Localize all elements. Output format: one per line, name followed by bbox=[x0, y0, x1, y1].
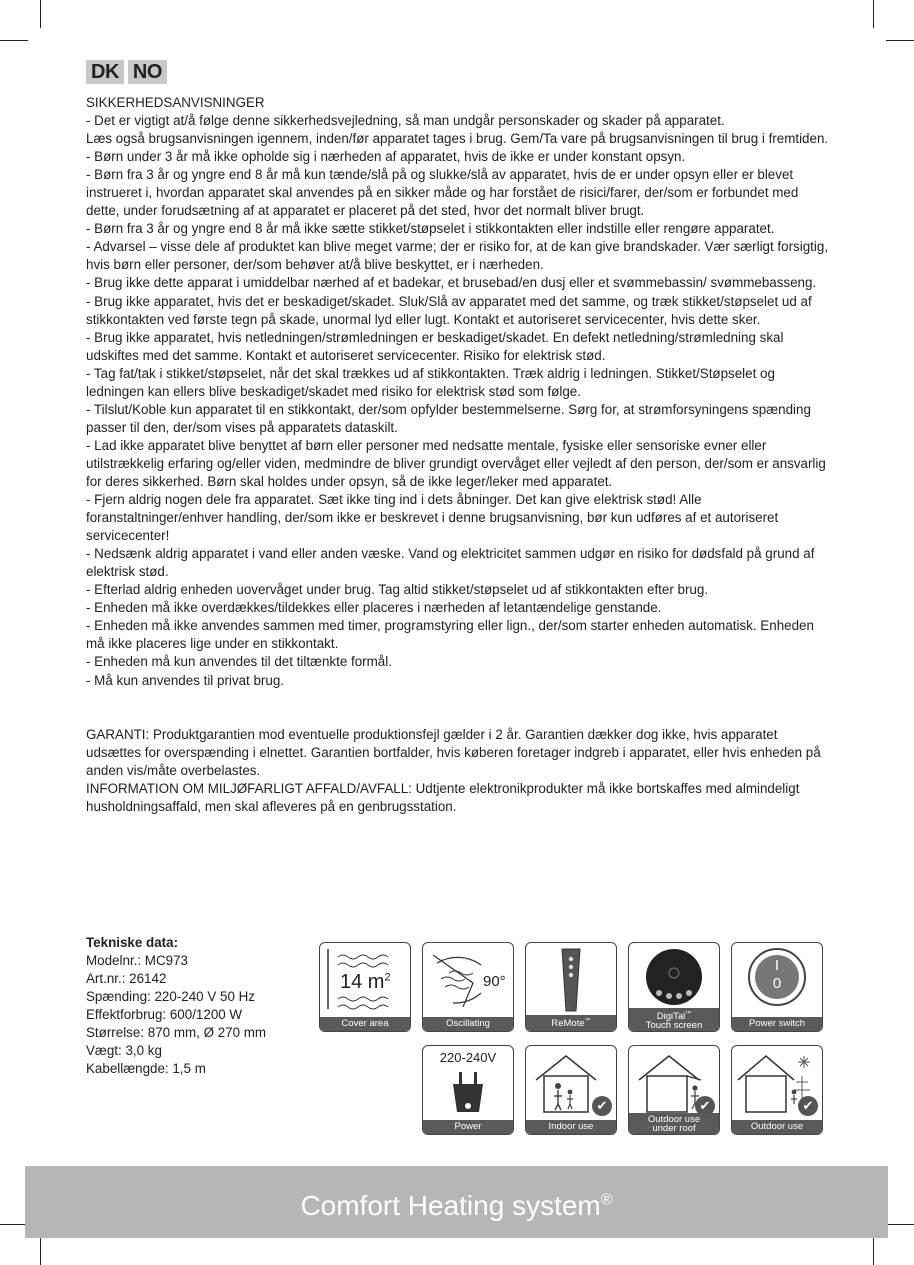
tech-line: Modelnr.: MC973 bbox=[86, 953, 188, 969]
safety-paragraph: - Må kun anvendes til privat brug. bbox=[86, 672, 284, 688]
safety-paragraph: - Tag fat/tak i stikket/støpselet, når det skal trækkes ud af stikkontakten. Træk aldrig i ledningen. Stikket/Støpselet og ledningen kan ellers blive beskadiget/skadet med risiko for elektrisk stød som følge. bbox=[86, 365, 775, 399]
checkmark-icon: ✔ bbox=[592, 1096, 612, 1116]
safety-paragraph: - Enheden må kun anvendes til det tiltænkte formål. bbox=[86, 654, 392, 670]
oscillating-label: Oscillating bbox=[423, 1017, 513, 1031]
crop-mark bbox=[0, 1224, 28, 1225]
safety-paragraph: - Det er vigtigt at/å følge denne sikkerhedsvejledning, så man undgår personskader og skader på apparatet. bbox=[86, 113, 725, 129]
switch-off-symbol: 0 bbox=[772, 975, 782, 992]
crop-mark bbox=[886, 1224, 914, 1225]
safety-paragraph: - Advarsel – visse dele af produktet kan blive meget varme; der er risiko for, at de kan give brandskader. Vær særligt forsigtig, hvis børn eller personer, der/som behøver at/å blive beskyttet, er i nærheden. bbox=[86, 239, 829, 273]
digital-label bbox=[629, 1008, 719, 1031]
outdoor-roof-label-line2: under roof bbox=[652, 1123, 696, 1134]
remote-control-icon bbox=[525, 942, 617, 1032]
section-spacer bbox=[86, 690, 830, 726]
safety-section bbox=[86, 94, 830, 816]
crop-mark bbox=[873, 0, 874, 28]
crop-mark bbox=[873, 1237, 874, 1265]
cover-area-unit: 2 bbox=[384, 971, 391, 984]
cover-area-number: 14 m bbox=[340, 971, 385, 993]
safety-paragraph: - Børn fra 3 år og yngre end 8 år må kun tænde/slå på og slukke/slå av apparatet, hvis de er under opsyn eller er blevet instrueret i, hvordan apparatet skal anvendes på en sikker måde og har forstået de risici/farer, der/som er forbundet med dette, under forudsætning af at apparatet er placeret på det sted, hvor det normalt bliver brugt. bbox=[86, 167, 799, 219]
language-badges bbox=[86, 60, 167, 84]
registered-mark: ® bbox=[600, 1191, 613, 1209]
footer-banner bbox=[25, 1166, 888, 1238]
outdoor-use-label: Outdoor use bbox=[732, 1120, 822, 1134]
technical-data-title: Tekniske data: bbox=[86, 935, 179, 950]
outdoor-under-roof-icon bbox=[628, 1045, 720, 1135]
power-voltage: 220-240V bbox=[439, 1050, 497, 1065]
oscillation-angle: 90° bbox=[483, 973, 506, 990]
tech-line: Størrelse: 870 mm, Ø 270 mm bbox=[86, 1025, 267, 1041]
oscillating-icon bbox=[422, 942, 514, 1032]
power-switch-label: Power switch bbox=[732, 1017, 822, 1031]
checkmark-icon: ✔ bbox=[695, 1096, 715, 1116]
tech-line: Art.nr.: 26142 bbox=[86, 971, 167, 987]
outdoor-use-icon bbox=[731, 1045, 823, 1135]
safety-paragraph: - Børn under 3 år må ikke opholde sig i nærheden af apparatet, hvis de ikke er under konstant opsyn. bbox=[86, 149, 686, 165]
safety-heading: SIKKERHEDSANVISNINGER bbox=[86, 95, 265, 110]
switch-symbols bbox=[732, 957, 822, 993]
remote-label bbox=[526, 1015, 616, 1031]
crop-mark bbox=[0, 40, 28, 41]
crop-mark bbox=[886, 40, 914, 41]
tech-line: Kabellængde: 1,5 m bbox=[86, 1061, 206, 1077]
language-badge-no: NO bbox=[128, 60, 167, 84]
safety-paragraph: - Børn fra 3 år og yngre end 8 år må ikke sætte stikket/støpselet i stikkontakten eller indstille eller rengøre apparatet. bbox=[86, 221, 775, 237]
tech-line: Vægt: 3,0 kg bbox=[86, 1043, 162, 1059]
safety-paragraph: - Efterlad aldrig enheden uovervåget under brug. Tag altid stikket/støpselet ud af stikkontakten efter brug. bbox=[86, 582, 709, 598]
tech-line: Effektforbrug: 600/1200 W bbox=[86, 1007, 243, 1023]
safety-paragraph: - Tilslut/Koble kun apparatet til en stikkontakt, der/som opfylder bestemmelserne. Sørg for, at strømforsyningens spænding passer til den, der/som vises på apparatets dataskilt. bbox=[86, 401, 811, 435]
waste-info-paragraph: INFORMATION OM MILJØFARLIGT AFFALD/AVFALL: Udtjente elektronikprodukter må ikke bortskaffes med almindeligt husholdningsaffald, men skal afleveres på en genbrugsstation. bbox=[86, 780, 800, 814]
safety-paragraph: - Enheden må ikke anvendes sammen med timer, programstyring eller lign., der/som starter enheden automatisk. Enheden må ikke placeres lige under en stikkontakt. bbox=[86, 618, 814, 652]
safety-paragraph: - Brug ikke apparatet, hvis det er beskadiget/skadet. Sluk/Slå av apparatet med det samme, og træk stikket/støpselet ud af stikkontakten ved første tegn på skade, unormal lyd eller lugt. Kontakt et autoriseret servicecenter, hvis dette sker. bbox=[86, 293, 812, 327]
technical-data bbox=[86, 934, 316, 1078]
digital-trademark: ™ bbox=[685, 1010, 692, 1017]
remote-label-text: ReMote bbox=[551, 1018, 585, 1029]
language-badge-dk: DK bbox=[86, 60, 124, 84]
digital-label-line2: Touch screen bbox=[645, 1020, 703, 1031]
outdoor-under-roof-label bbox=[629, 1113, 719, 1134]
switch-on-symbol: I bbox=[774, 957, 780, 974]
safety-paragraph: Læs også brugsanvisningen igennem, inden/før apparatet tages i brug. Gem/Ta vare på brugsanvisningen til brug i fremtiden. bbox=[86, 131, 829, 147]
crop-mark bbox=[40, 0, 41, 28]
cover-area-value bbox=[340, 971, 391, 994]
footer-text: Comfort Heating system bbox=[300, 1190, 601, 1221]
cover-area-label: Cover area bbox=[320, 1017, 410, 1031]
indoor-use-label: Indoor use bbox=[526, 1120, 616, 1134]
power-switch-icon bbox=[731, 942, 823, 1032]
digital-label-line1: DigiTal bbox=[656, 1011, 686, 1022]
checkmark-icon: ✔ bbox=[798, 1096, 818, 1116]
warranty-paragraph: GARANTI: Produktgarantien mod eventuelle produktionsfejl gælder i 2 år. Garantien dækker dog ikke, hvis apparatet udsættes for overspænding i elnettet. Garantien bortfalder, hvis køberen foretager indgreb i apparatet, eller hvis enheden på anden vis/måte overbelastes. bbox=[86, 726, 821, 778]
power-label: Power bbox=[423, 1120, 513, 1134]
remote-trademark: ™ bbox=[584, 1017, 591, 1024]
safety-paragraph: - Fjern aldrig nogen dele fra apparatet. Sæt ikke ting ind i dets åbninger. Det kan give elektrisk stød! Alle foranstaltninger/enhver handling, der/som ikke er beskrevet i denne brugsanvisning, bør kun udføres af et autoriseret servicecenter! bbox=[86, 492, 779, 544]
safety-paragraph: - Brug ikke dette apparat i umiddelbar nærhed af et badekar, et brusebad/en dusj eller et svømmebassin/ svømmebasseng. bbox=[86, 275, 817, 291]
cover-area-icon bbox=[319, 942, 411, 1032]
safety-paragraph: - Nedsænk aldrig apparatet i vand eller anden væske. Vand og elektricitet sammen udgør en risiko for dødsfald på grund af elektrisk stød. bbox=[86, 546, 815, 580]
footer-title bbox=[300, 1178, 612, 1222]
safety-paragraph: - Lad ikke apparatet blive benyttet af børn eller personer med nedsatte mentale, fysiske eller sensoriske evner eller utilstrækkelig erfaring og/eller viden, medmindre de bliver grundigt overvåget eller vejledt af den person, der/som er ansvarlig for deres sikkerhed. Børn skal holdes under opsyn, så de ikke leger/leker med apparatet. bbox=[86, 437, 826, 489]
crop-mark bbox=[40, 1237, 41, 1265]
outdoor-roof-label-line1: Outdoor use bbox=[647, 1114, 701, 1125]
safety-paragraph: - Brug ikke apparatet, hvis netledningen/strømledningen er beskadiget/skadet. En defekt netledning/strømledning skal udskiftes med det samme. Kontakt et autoriseret servicecenter. Risiko for elektrisk stød. bbox=[86, 329, 784, 363]
safety-paragraph: - Enheden må ikke overdækkes/tildekkes eller placeres i nærheden af letantændelige genstande. bbox=[86, 600, 662, 616]
power-plug-icon bbox=[422, 1045, 514, 1135]
digital-touch-screen-icon bbox=[628, 942, 720, 1032]
indoor-use-icon bbox=[525, 1045, 617, 1135]
tech-line: Spænding: 220-240 V 50 Hz bbox=[86, 989, 255, 1005]
